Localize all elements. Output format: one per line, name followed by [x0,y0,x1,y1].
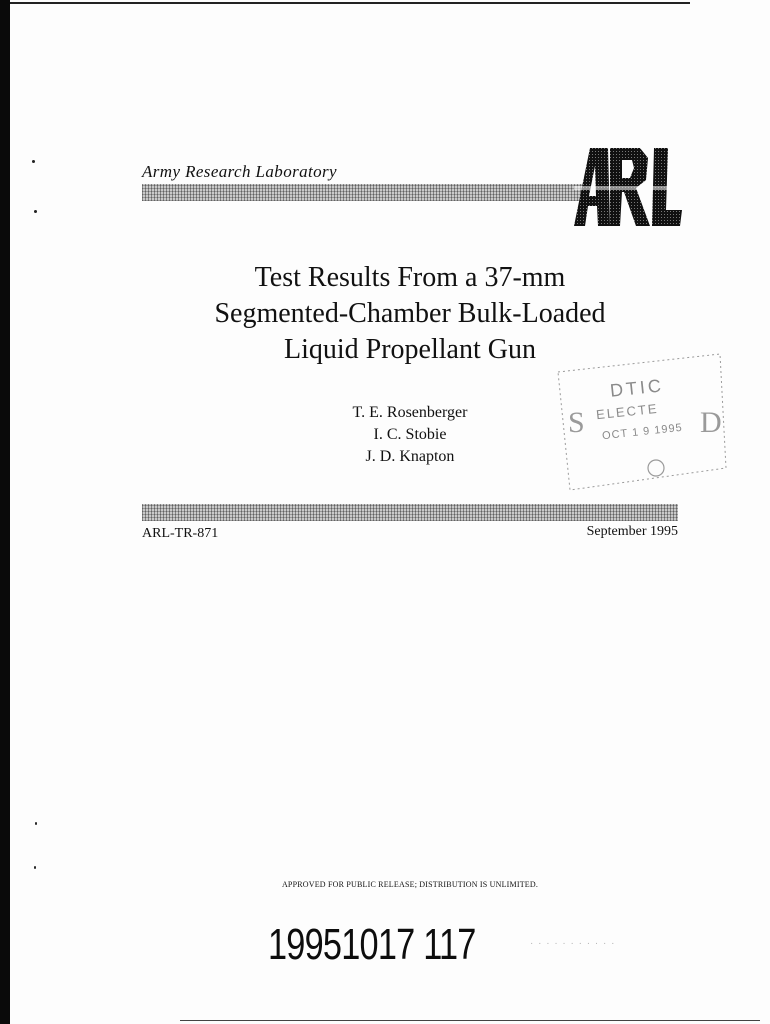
scan-speck [34,866,36,869]
scan-speck [32,160,35,163]
lab-name: Army Research Laboratory [142,162,337,181]
dtic-stamp [550,350,730,495]
stamp-date: OCT 1 9 1995 [601,421,684,443]
header-rule [142,184,590,201]
author: I. C. Stobie [373,426,447,443]
title-line: Liquid Propellant Gun [284,334,536,365]
scan-speck [34,210,37,213]
author: T. E. Rosenberger [352,404,468,421]
stamp-text: DTIC [609,375,665,401]
distribution-statement: APPROVED FOR PUBLIC RELEASE; DISTRIBUTION IS UNLIMITED. [281,880,539,889]
svg-text:D: D [700,406,722,439]
stamp-text: ELECTE [595,400,660,423]
report-number: ARL-TR-871 [142,526,219,541]
author-list [300,402,520,468]
author: J. D. Knapton [365,448,455,465]
scan-left-edge [0,0,10,1024]
faint-scan-text: · · · · · · · · · · · [530,938,616,949]
scan-speck [35,822,37,825]
stamp-border [550,350,730,495]
svg-text:S: S [568,406,585,439]
arl-logo [574,148,682,230]
bottom-rule [180,1020,760,1021]
title-line: Test Results From a 37-mm [254,262,566,293]
scan-top-edge [10,2,690,4]
accession-number: 19951017 117 [268,920,476,969]
report-date: September 1995 [586,524,678,539]
title-line: Segmented-Chamber Bulk-Loaded [214,298,606,329]
report-rule [142,504,678,521]
